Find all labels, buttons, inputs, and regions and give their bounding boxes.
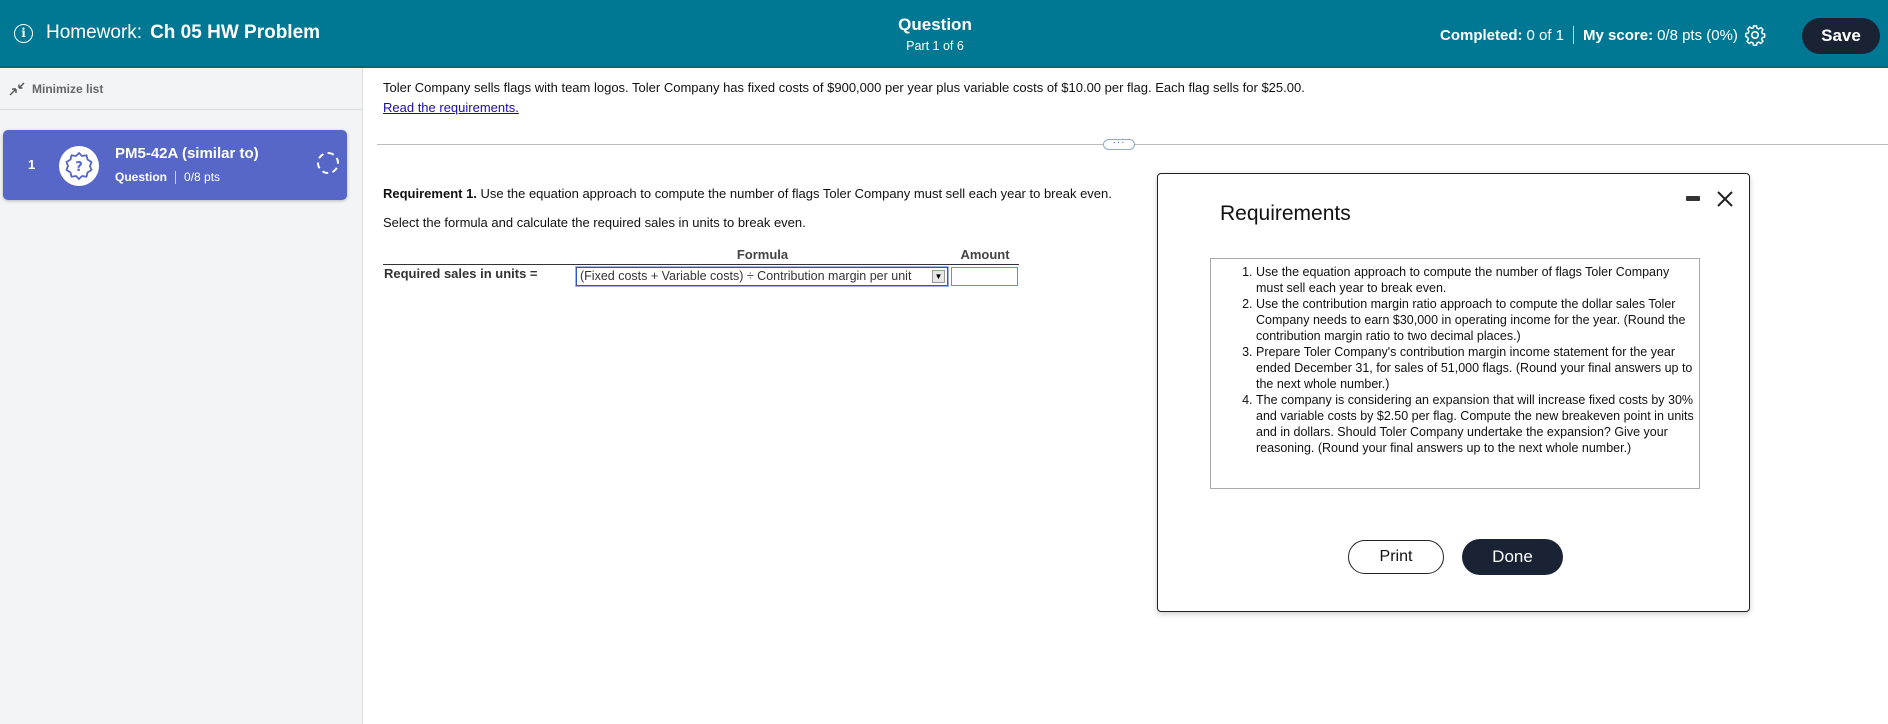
score-summary: [1440, 26, 1738, 44]
divider: [175, 171, 176, 184]
formula-dropdown[interactable]: [576, 267, 948, 286]
read-requirements-link[interactable]: Read the requirements.: [383, 100, 519, 115]
problem-statement: Toler Company sells flags with team logos. Toler Company has fixed costs of $900,000 per year plus variable costs of $10.00 per flag. Each flag sells for $25.00.: [383, 80, 1305, 95]
requirement-label: Requirement 1.: [383, 186, 477, 201]
requirement-item: 4. The company is considering an expansion that will increase fixed costs by 30% and variable costs by $2.50 per flag. Compute the new breakeven point in units and in dollars. Should Toler Company undertake the expansion? Give your reasoning. (Round your final answers up to the next whole number.): [1256, 392, 1695, 456]
homework-label: Homework:: [46, 22, 143, 43]
divider: [1573, 26, 1574, 44]
requirement-item: 3. Prepare Toler Company's contribution margin income statement for the year ended December 31, for sales of 51,000 flags. (Round your final answers up to the next whole number.): [1256, 344, 1695, 392]
gear-icon[interactable]: [1744, 24, 1766, 46]
info-icon[interactable]: i: [14, 24, 33, 43]
incomplete-status-icon: [317, 152, 339, 174]
dropdown-arrow-icon[interactable]: ▼: [932, 270, 945, 283]
question-points: 0/8 pts: [184, 170, 221, 184]
question-number: 1: [28, 157, 36, 172]
question-badge-shape: [64, 151, 94, 181]
question-indicator: [860, 15, 1010, 53]
score-value: 0/8 pts (0%): [1657, 26, 1738, 44]
completed-label: Completed:: [1440, 26, 1523, 44]
amount-input[interactable]: [951, 267, 1018, 286]
minimize-list-label: Minimize list: [32, 81, 104, 96]
question-sidebar: [0, 68, 363, 724]
requirement-item: 1. Use the equation approach to compute the number of flags Toler Company must sell each year to break even.: [1256, 264, 1695, 296]
table-header-rule: [383, 264, 1019, 265]
question-type: Question: [115, 170, 168, 184]
requirements-dialog: [1157, 173, 1750, 612]
minimize-icon[interactable]: [1686, 196, 1700, 201]
amount-column-header: Amount: [960, 247, 1010, 262]
save-button[interactable]: Save: [1802, 18, 1880, 54]
homework-title-group: [14, 22, 320, 44]
homework-title: Ch 05 HW Problem: [150, 22, 321, 43]
question-meta: [115, 170, 220, 184]
requirements-list-box: [1210, 258, 1700, 489]
svg-text:?: ?: [75, 160, 83, 175]
resize-handle[interactable]: ···: [1103, 139, 1135, 150]
dialog-title: Requirements: [1220, 202, 1351, 225]
question-card[interactable]: [3, 130, 347, 200]
instruction-text: Select the formula and calculate the required sales in units to break even.: [383, 215, 806, 230]
row-label: Required sales in units =: [384, 266, 538, 281]
formula-selected-value: (Fixed costs + Variable costs) ÷ Contribution margin per unit: [580, 269, 912, 283]
question-label: Question: [898, 15, 972, 34]
requirement-text: Use the equation approach to compute the number of flags Toler Company must sell each year to break even.: [476, 186, 1112, 201]
collapse-arrows-icon: [8, 81, 26, 97]
part-label: Part 1 of 6: [906, 39, 964, 53]
formula-column-header: Formula: [736, 247, 789, 262]
done-button[interactable]: Done: [1462, 539, 1563, 575]
score-label: My score:: [1583, 26, 1654, 44]
question-title: PM5-42A (similar to): [115, 145, 259, 162]
requirement-item: 2. Use the contribution margin ratio approach to compute the dollar sales Toler Company needs to earn $30,000 in operating income for the year. (Round the contribution margin ratio to two decimal places.): [1256, 296, 1695, 344]
requirements-list: [1211, 264, 1695, 456]
print-button[interactable]: Print: [1348, 540, 1444, 574]
question-badge-icon: [59, 146, 99, 186]
top-header: [0, 0, 1888, 68]
close-icon[interactable]: [1714, 188, 1736, 210]
requirement-prompt: [383, 186, 1112, 201]
minimize-list-button[interactable]: [0, 68, 362, 110]
completed-value: 0 of 1: [1526, 26, 1565, 44]
